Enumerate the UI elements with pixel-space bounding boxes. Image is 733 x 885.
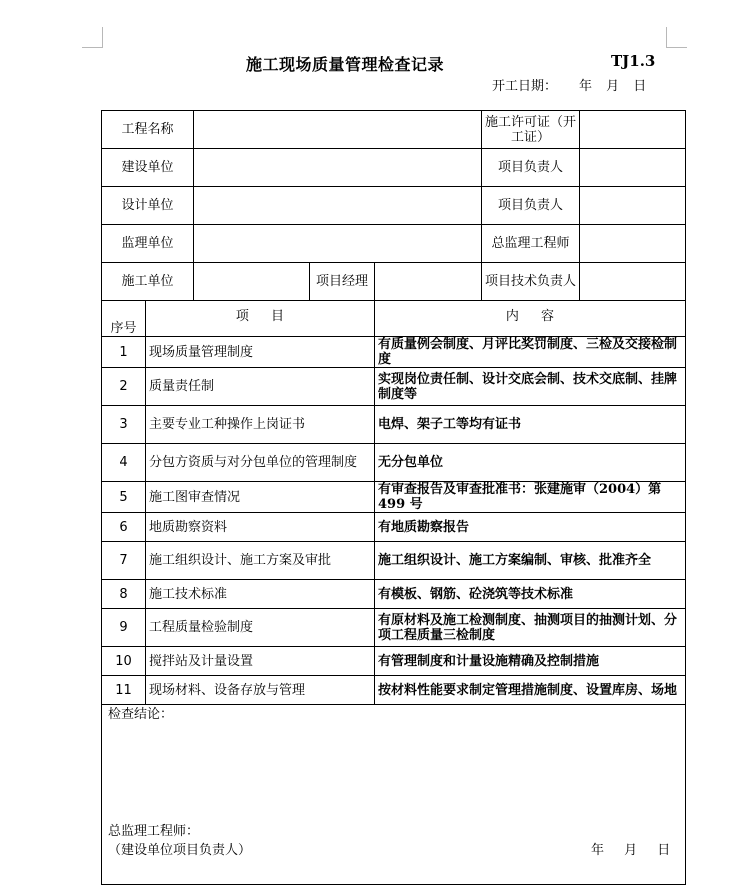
construction-unit-label: 施工单位 <box>102 263 194 301</box>
row-item: 施工技术标准 <box>146 580 375 609</box>
info-row <box>102 263 686 301</box>
project-manager-value <box>375 263 482 301</box>
row-item: 现场质量管理制度 <box>146 337 375 368</box>
info-row <box>102 149 686 187</box>
row-item: 现场材料、设备存放与管理 <box>146 676 375 705</box>
row-no: 11 <box>102 676 146 705</box>
row-item: 主要专业工种操作上岗证书 <box>146 406 375 444</box>
row-content: 有质量例会制度、月评比奖罚制度、三检及交接检制度 <box>375 337 686 368</box>
row-item: 施工组织设计、施工方案及审批 <box>146 542 375 580</box>
row-item: 施工图审查情况 <box>146 482 375 513</box>
table-row <box>102 444 686 482</box>
row-content: 有模板、钢筋、砼浇筑等技术标准 <box>375 580 686 609</box>
row-no: 1 <box>102 337 146 368</box>
chief-supervisor-value <box>580 225 686 263</box>
design-person-value <box>580 187 686 225</box>
row-no: 4 <box>102 444 146 482</box>
project-name-label: 工程名称 <box>102 111 194 149</box>
design-unit-value <box>194 187 482 225</box>
row-content: 有原材料及施工检测制度、抽测项目的抽测计划、分项工程质量三检制度 <box>375 609 686 647</box>
tech-lead-value <box>580 263 686 301</box>
permit-value <box>580 111 686 149</box>
info-row <box>102 111 686 149</box>
row-content: 电焊、架子工等均有证书 <box>375 406 686 444</box>
project-manager-label: 项目经理 <box>310 263 375 301</box>
signer-label: 总监理工程师： <box>108 824 200 839</box>
table-row <box>102 647 686 676</box>
info-row <box>102 187 686 225</box>
table-row <box>102 406 686 444</box>
table-header-row <box>102 301 686 337</box>
table-row <box>102 368 686 406</box>
row-item: 工程质量检验制度 <box>146 609 375 647</box>
owner-unit-value <box>194 149 482 187</box>
info-row <box>102 225 686 263</box>
row-no: 2 <box>102 368 146 406</box>
table-row <box>102 542 686 580</box>
design-person-label: 项目负责人 <box>482 187 580 225</box>
page-corner-mark-right <box>666 27 687 48</box>
row-no: 8 <box>102 580 146 609</box>
row-no: 6 <box>102 513 146 542</box>
supervision-unit-value <box>194 225 482 263</box>
start-date <box>492 75 646 94</box>
start-date-label: 开工日期： <box>492 79 558 94</box>
row-no: 7 <box>102 542 146 580</box>
owner-person-value <box>580 149 686 187</box>
signature-date: 年 月 日 <box>591 843 671 858</box>
form-code: TJ1.3 <box>611 52 656 70</box>
row-content: 按材料性能要求制定管理措施制度、设置库房、场地 <box>375 676 686 705</box>
signer-note: （建设单位项目负责人） <box>108 843 252 858</box>
row-content: 实现岗位责任制、设计交底会制、技术交底制、挂牌制度等 <box>375 368 686 406</box>
row-item: 质量责任制 <box>146 368 375 406</box>
conclusion-label: 检查结论： <box>108 707 174 722</box>
table-row <box>102 482 686 513</box>
row-no: 3 <box>102 406 146 444</box>
row-content: 施工组织设计、施工方案编制、审核、批准齐全 <box>375 542 686 580</box>
row-content: 有地质勘察报告 <box>375 513 686 542</box>
tech-lead-label: 项目技术负责人 <box>482 263 580 301</box>
row-item: 搅拌站及计量设置 <box>146 647 375 676</box>
page-corner-mark-left <box>82 27 103 48</box>
row-content: 有管理制度和计量设施精确及控制措施 <box>375 647 686 676</box>
row-no: 10 <box>102 647 146 676</box>
row-item: 分包方资质与对分包单位的管理制度 <box>146 444 375 482</box>
project-name-value <box>194 111 482 149</box>
row-content: 有审查报告及审查批准书：张建施审（2004）第 499 号 <box>375 482 686 513</box>
conclusion-cell <box>102 705 686 885</box>
conclusion-row <box>102 705 686 885</box>
quality-check-table <box>101 110 686 885</box>
row-no: 5 <box>102 482 146 513</box>
start-date-ymd: 年 月 日 <box>579 79 647 94</box>
row-content: 无分包单位 <box>375 444 686 482</box>
table-row <box>102 580 686 609</box>
chief-supervisor-label: 总监理工程师 <box>482 225 580 263</box>
construction-unit-value <box>194 263 310 301</box>
table-row <box>102 337 686 368</box>
design-unit-label: 设计单位 <box>102 187 194 225</box>
header-content: 内 容 <box>375 301 686 337</box>
supervision-unit-label: 监理单位 <box>102 225 194 263</box>
permit-label: 施工许可证（开工证） <box>482 111 580 149</box>
table-row <box>102 513 686 542</box>
owner-unit-label: 建设单位 <box>102 149 194 187</box>
row-no: 9 <box>102 609 146 647</box>
table-row <box>102 609 686 647</box>
header-item: 项 目 <box>146 301 375 337</box>
row-item: 地质勘察资料 <box>146 513 375 542</box>
table-row <box>102 676 686 705</box>
document-title: 施工现场质量管理检查记录 <box>246 55 445 74</box>
owner-person-label: 项目负责人 <box>482 149 580 187</box>
header-no: 序号 <box>102 301 146 337</box>
